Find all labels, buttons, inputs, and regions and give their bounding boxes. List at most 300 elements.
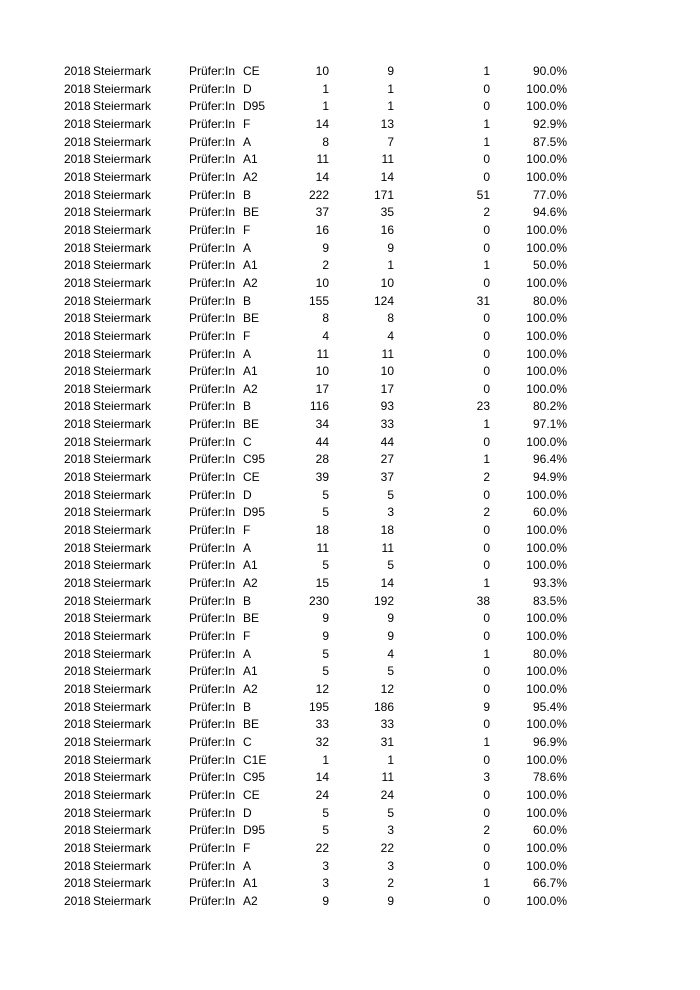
region-cell: Steiermark [93, 858, 152, 873]
year-cell: 2018 [64, 699, 91, 714]
passed-cell: 9 [387, 893, 394, 908]
pass-rate-cell: 83.5% [532, 593, 567, 608]
pass-rate-cell: 96.4% [532, 452, 567, 467]
pass-rate-cell: 50.0% [532, 258, 567, 273]
failed-cell: 0 [483, 169, 490, 184]
region-cell: Steiermark [93, 381, 152, 396]
total-cell: 14 [315, 169, 329, 184]
region-cell: Steiermark [93, 646, 152, 661]
license-class-cell: CE [243, 470, 260, 485]
region-cell: Steiermark [93, 734, 152, 749]
region-cell: Steiermark [93, 593, 152, 608]
region-cell: Steiermark [93, 664, 152, 679]
license-class-cell: CE [243, 787, 260, 802]
failed-cell: 2 [483, 823, 490, 838]
total-cell: 14 [315, 770, 329, 785]
role-cell: Prüfer:In [189, 611, 236, 626]
region-cell: Steiermark [93, 134, 152, 149]
year-cell: 2018 [64, 787, 91, 802]
region-cell: Steiermark [93, 770, 152, 785]
passed-cell: 3 [387, 858, 394, 873]
total-cell: 33 [315, 717, 329, 732]
pass-rate-cell: 100.0% [526, 328, 567, 343]
passed-cell: 1 [387, 258, 394, 273]
license-class-cell: B [243, 399, 252, 414]
role-cell: Prüfer:In [189, 434, 236, 449]
license-class-cell: A2 [243, 275, 258, 290]
role-cell: Prüfer:In [189, 699, 236, 714]
passed-cell: 14 [380, 169, 394, 184]
pass-rate-cell: 93.3% [532, 576, 567, 591]
role-cell: Prüfer:In [189, 593, 236, 608]
table-row [0, 610, 700, 628]
role-cell: Prüfer:In [189, 629, 236, 643]
passed-cell: 8 [387, 311, 394, 326]
passed-cell: 13 [380, 116, 394, 131]
passed-cell: 4 [387, 328, 394, 343]
table-row [0, 699, 700, 717]
role-cell: Prüfer:In [189, 205, 236, 220]
failed-cell: 1 [483, 576, 490, 591]
year-cell: 2018 [64, 770, 91, 785]
region-cell: Steiermark [93, 417, 152, 432]
table-row [0, 681, 700, 699]
total-cell: 16 [315, 222, 329, 237]
region-cell: Steiermark [93, 470, 152, 485]
license-class-cell: A2 [243, 576, 258, 591]
pass-rate-cell: 94.6% [532, 205, 567, 220]
year-cell: 2018 [64, 487, 91, 502]
license-class-cell: A [243, 540, 252, 555]
failed-cell: 0 [483, 840, 490, 855]
role-cell: Prüfer:In [189, 240, 236, 255]
total-cell: 1 [322, 752, 329, 767]
failed-cell: 0 [483, 540, 490, 555]
year-cell: 2018 [64, 893, 91, 908]
pass-rate-cell: 100.0% [526, 381, 567, 396]
passed-cell: 124 [373, 293, 394, 308]
failed-cell: 0 [483, 858, 490, 873]
license-class-cell: A1 [243, 664, 258, 679]
table-row [0, 98, 700, 116]
pass-rate-cell: 95.4% [532, 699, 567, 714]
license-class-cell: B [243, 293, 252, 308]
year-cell: 2018 [64, 381, 91, 396]
year-cell: 2018 [64, 258, 91, 273]
failed-cell: 0 [483, 364, 490, 379]
pass-rate-cell: 100.0% [526, 664, 567, 679]
table-row [0, 805, 700, 823]
license-class-cell: D95 [243, 823, 266, 838]
pass-rate-cell: 100.0% [526, 893, 567, 908]
table-row [0, 893, 700, 911]
license-class-cell: D [243, 487, 252, 502]
passed-cell: 3 [387, 823, 394, 838]
role-cell: Prüfer:In [189, 540, 236, 555]
region-cell: Steiermark [93, 81, 152, 96]
table-row [0, 752, 700, 770]
pass-rate-cell: 100.0% [526, 169, 567, 184]
table-row [0, 257, 700, 275]
table-row [0, 275, 700, 293]
total-cell: 116 [309, 399, 329, 414]
year-cell: 2018 [64, 523, 91, 538]
passed-cell: 11 [381, 770, 394, 785]
pass-rate-cell: 60.0% [532, 823, 567, 838]
table-row [0, 646, 700, 664]
pass-rate-cell: 80.2% [532, 399, 567, 414]
license-class-cell: BE [243, 311, 260, 326]
table-row [0, 222, 700, 240]
region-cell: Steiermark [93, 240, 152, 255]
year-cell: 2018 [64, 681, 91, 696]
table-row [0, 663, 700, 681]
license-class-cell: A1 [243, 364, 258, 379]
role-cell: Prüfer:In [189, 81, 236, 96]
region-cell: Steiermark [93, 116, 152, 131]
passed-cell: 4 [387, 646, 394, 661]
failed-cell: 38 [476, 593, 490, 608]
pass-rate-cell: 100.0% [526, 346, 567, 361]
table-row [0, 487, 700, 505]
region-cell: Steiermark [93, 399, 152, 414]
total-cell: 3 [322, 858, 329, 873]
table-row [0, 504, 700, 522]
passed-cell: 9 [387, 629, 394, 643]
total-cell: 10 [315, 364, 329, 379]
year-cell: 2018 [64, 805, 91, 820]
license-class-cell: A [243, 134, 252, 149]
license-class-cell: C [243, 434, 252, 449]
total-cell: 15 [315, 576, 329, 591]
region-cell: Steiermark [93, 523, 152, 538]
total-cell: 5 [322, 664, 329, 679]
license-class-cell: F [243, 523, 251, 538]
year-cell: 2018 [64, 364, 91, 379]
region-cell: Steiermark [93, 611, 152, 626]
license-class-cell: F [243, 328, 251, 343]
total-cell: 1 [322, 99, 329, 114]
passed-cell: 33 [380, 417, 394, 432]
passed-cell: 3 [387, 505, 394, 520]
passed-cell: 31 [380, 734, 394, 749]
total-cell: 5 [322, 505, 329, 520]
table-row [0, 346, 700, 364]
table-row [0, 557, 700, 575]
year-cell: 2018 [64, 470, 91, 485]
failed-cell: 1 [483, 64, 490, 78]
region-cell: Steiermark [93, 752, 152, 767]
table-row [0, 240, 700, 258]
total-cell: 9 [322, 611, 329, 626]
role-cell: Prüfer:In [189, 876, 236, 891]
total-cell: 11 [316, 346, 329, 361]
passed-cell: 1 [387, 752, 394, 767]
passed-cell: 44 [380, 434, 394, 449]
table-row [0, 540, 700, 558]
table-row [0, 293, 700, 311]
pass-rate-cell: 100.0% [526, 364, 567, 379]
failed-cell: 0 [483, 752, 490, 767]
year-cell: 2018 [64, 540, 91, 555]
failed-cell: 0 [483, 311, 490, 326]
failed-cell: 1 [483, 116, 490, 131]
region-cell: Steiermark [93, 629, 152, 643]
year-cell: 2018 [64, 752, 91, 767]
total-cell: 37 [315, 205, 329, 220]
region-cell: Steiermark [93, 876, 152, 891]
table-row [0, 151, 700, 169]
year-cell: 2018 [64, 664, 91, 679]
region-cell: Steiermark [93, 487, 152, 502]
role-cell: Prüfer:In [189, 417, 236, 432]
region-cell: Steiermark [93, 328, 152, 343]
role-cell: Prüfer:In [189, 134, 236, 149]
passed-cell: 1 [387, 99, 394, 114]
failed-cell: 0 [483, 805, 490, 820]
region-cell: Steiermark [93, 893, 152, 908]
region-cell: Steiermark [93, 222, 152, 237]
role-cell: Prüfer:In [189, 664, 236, 679]
license-class-cell: F [243, 116, 251, 131]
table-row [0, 398, 700, 416]
total-cell: 11 [316, 152, 329, 167]
year-cell: 2018 [64, 576, 91, 591]
license-class-cell: B [243, 699, 252, 714]
pass-rate-cell: 66.7% [532, 876, 567, 891]
total-cell: 24 [315, 787, 329, 802]
passed-cell: 9 [387, 611, 394, 626]
pass-rate-cell: 100.0% [526, 523, 567, 538]
total-cell: 11 [316, 540, 329, 555]
total-cell: 230 [308, 593, 329, 608]
license-class-cell: BE [243, 417, 260, 432]
region-cell: Steiermark [93, 681, 152, 696]
table-row [0, 716, 700, 734]
table-row [0, 134, 700, 152]
year-cell: 2018 [64, 293, 91, 308]
total-cell: 1 [322, 81, 329, 96]
table-row [0, 63, 700, 81]
table-row [0, 787, 700, 805]
total-cell: 2 [322, 258, 329, 273]
total-cell: 5 [322, 823, 329, 838]
license-class-cell: C1E [243, 752, 267, 767]
passed-cell: 37 [380, 470, 394, 485]
failed-cell: 3 [483, 770, 490, 785]
pass-rate-cell: 100.0% [526, 858, 567, 873]
role-cell: Prüfer:In [189, 770, 236, 785]
failed-cell: 1 [483, 258, 490, 273]
region-cell: Steiermark [93, 99, 152, 114]
table-row [0, 469, 700, 487]
total-cell: 28 [315, 452, 329, 467]
license-class-cell: BE [243, 717, 260, 732]
pass-rate-cell: 77.0% [532, 187, 567, 202]
pass-rate-cell: 100.0% [526, 240, 567, 255]
total-cell: 4 [322, 328, 329, 343]
license-class-cell: F [243, 840, 251, 855]
pass-rate-cell: 100.0% [526, 681, 567, 696]
role-cell: Prüfer:In [189, 717, 236, 732]
license-class-cell: C [243, 734, 252, 749]
pass-rate-cell: 60.0% [532, 505, 567, 520]
pass-rate-cell: 97.1% [532, 417, 567, 432]
passed-cell: 5 [387, 805, 394, 820]
role-cell: Prüfer:In [189, 576, 236, 591]
region-cell: Steiermark [93, 275, 152, 290]
role-cell: Prüfer:In [189, 646, 236, 661]
region-cell: Steiermark [93, 205, 152, 220]
passed-cell: 16 [380, 222, 394, 237]
role-cell: Prüfer:In [189, 893, 236, 908]
license-class-cell: D95 [243, 99, 266, 114]
license-class-cell: CE [243, 64, 260, 78]
pass-rate-cell: 100.0% [526, 805, 567, 820]
role-cell: Prüfer:In [189, 470, 236, 485]
pass-rate-cell: 100.0% [526, 840, 567, 855]
failed-cell: 0 [483, 681, 490, 696]
pass-rate-cell: 100.0% [526, 611, 567, 626]
year-cell: 2018 [64, 558, 91, 573]
passed-cell: 12 [380, 681, 394, 696]
year-cell: 2018 [64, 629, 91, 643]
pass-rate-cell: 100.0% [526, 558, 567, 573]
region-cell: Steiermark [93, 187, 152, 202]
total-cell: 32 [315, 734, 329, 749]
pass-rate-cell: 100.0% [526, 434, 567, 449]
year-cell: 2018 [64, 81, 91, 96]
license-class-cell: C95 [243, 770, 266, 785]
year-cell: 2018 [64, 858, 91, 873]
year-cell: 2018 [64, 240, 91, 255]
table-row [0, 363, 700, 381]
failed-cell: 2 [483, 470, 490, 485]
pass-rate-cell: 96.9% [532, 734, 567, 749]
total-cell: 5 [322, 487, 329, 502]
year-cell: 2018 [64, 152, 91, 167]
year-cell: 2018 [64, 187, 91, 202]
year-cell: 2018 [64, 876, 91, 891]
region-cell: Steiermark [93, 258, 152, 273]
table-row [0, 434, 700, 452]
license-class-cell: A2 [243, 381, 258, 396]
pass-rate-cell: 100.0% [526, 487, 567, 502]
total-cell: 22 [315, 840, 329, 855]
failed-cell: 0 [483, 629, 490, 643]
region-cell: Steiermark [93, 717, 152, 732]
total-cell: 18 [315, 523, 329, 538]
passed-cell: 18 [380, 523, 394, 538]
role-cell: Prüfer:In [189, 452, 236, 467]
table-row [0, 593, 700, 611]
passed-cell: 2 [387, 876, 394, 891]
license-class-cell: D95 [243, 505, 266, 520]
region-cell: Steiermark [93, 346, 152, 361]
total-cell: 10 [315, 275, 329, 290]
role-cell: Prüfer:In [189, 346, 236, 361]
license-class-cell: A2 [243, 681, 258, 696]
data-table [0, 63, 700, 911]
table-row [0, 628, 700, 646]
role-cell: Prüfer:In [189, 505, 236, 520]
pass-rate-cell: 100.0% [526, 152, 567, 167]
license-class-cell: A1 [243, 558, 258, 573]
role-cell: Prüfer:In [189, 523, 236, 538]
total-cell: 5 [322, 805, 329, 820]
license-class-cell: F [243, 629, 251, 643]
failed-cell: 0 [483, 99, 490, 114]
failed-cell: 51 [476, 187, 490, 202]
role-cell: Prüfer:In [189, 169, 236, 184]
failed-cell: 0 [483, 346, 490, 361]
region-cell: Steiermark [93, 840, 152, 855]
year-cell: 2018 [64, 452, 91, 467]
year-cell: 2018 [64, 99, 91, 114]
pass-rate-cell: 100.0% [526, 629, 567, 643]
failed-cell: 2 [483, 505, 490, 520]
total-cell: 5 [322, 558, 329, 573]
role-cell: Prüfer:In [189, 823, 236, 838]
role-cell: Prüfer:In [189, 805, 236, 820]
license-class-cell: A [243, 858, 252, 873]
passed-cell: 17 [380, 381, 394, 396]
license-class-cell: A [243, 240, 252, 255]
total-cell: 8 [322, 311, 329, 326]
pass-rate-cell: 90.0% [532, 64, 567, 78]
failed-cell: 1 [483, 452, 490, 467]
role-cell: Prüfer:In [189, 275, 236, 290]
failed-cell: 0 [483, 787, 490, 802]
region-cell: Steiermark [93, 540, 152, 555]
total-cell: 34 [315, 417, 329, 432]
role-cell: Prüfer:In [189, 858, 236, 873]
role-cell: Prüfer:In [189, 364, 236, 379]
year-cell: 2018 [64, 717, 91, 732]
region-cell: Steiermark [93, 787, 152, 802]
total-cell: 8 [322, 134, 329, 149]
pass-rate-cell: 100.0% [526, 222, 567, 237]
license-class-cell: B [243, 187, 252, 202]
passed-cell: 7 [387, 134, 394, 149]
table-row [0, 522, 700, 540]
year-cell: 2018 [64, 823, 91, 838]
table-row [0, 187, 700, 205]
license-class-cell: A [243, 646, 252, 661]
region-cell: Steiermark [93, 169, 152, 184]
role-cell: Prüfer:In [189, 258, 236, 273]
total-cell: 195 [308, 699, 329, 714]
passed-cell: 192 [373, 593, 394, 608]
passed-cell: 5 [387, 487, 394, 502]
year-cell: 2018 [64, 275, 91, 290]
pass-rate-cell: 80.0% [532, 646, 567, 661]
role-cell: Prüfer:In [189, 487, 236, 502]
region-cell: Steiermark [93, 452, 152, 467]
total-cell: 155 [308, 293, 329, 308]
role-cell: Prüfer:In [189, 222, 236, 237]
year-cell: 2018 [64, 346, 91, 361]
total-cell: 39 [315, 470, 329, 485]
pass-rate-cell: 100.0% [526, 752, 567, 767]
year-cell: 2018 [64, 205, 91, 220]
year-cell: 2018 [64, 222, 91, 237]
pass-rate-cell: 80.0% [532, 293, 567, 308]
failed-cell: 0 [483, 523, 490, 538]
table-row [0, 840, 700, 858]
total-cell: 14 [315, 116, 329, 131]
table-row [0, 381, 700, 399]
